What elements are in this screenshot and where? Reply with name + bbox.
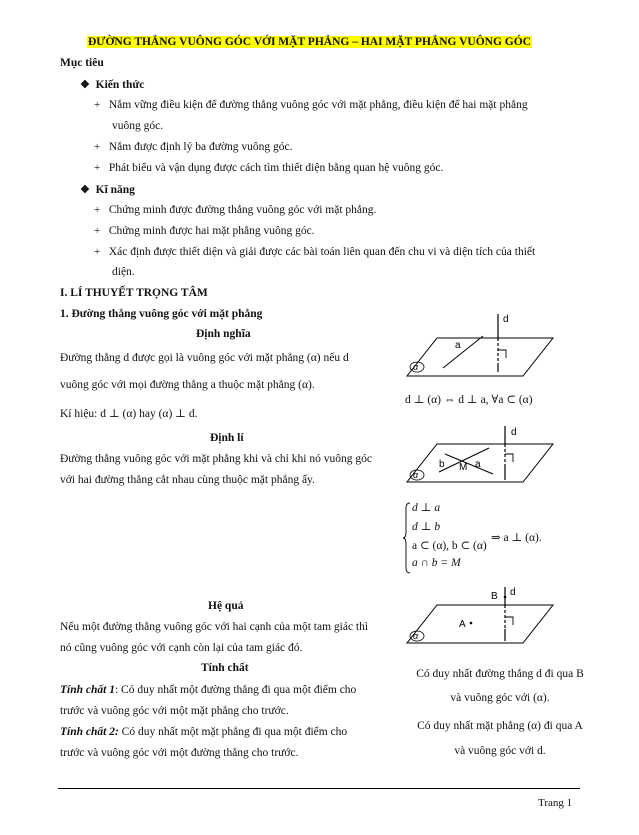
- plane-parallelogram: [407, 605, 553, 643]
- condition-4: a ∩ b = M: [412, 557, 461, 569]
- plus-bullet-icon: +: [94, 246, 101, 258]
- label-a: a: [475, 459, 481, 470]
- point-A: [470, 622, 473, 625]
- condition-result: ⇒ a ⊥ (α).: [491, 532, 542, 544]
- property-2-text: Có duy nhất một mặt phẳng đi qua một điểm cho: [118, 726, 348, 738]
- skills-item: [94, 225, 315, 237]
- property-1: [60, 684, 356, 696]
- knowledge-item: [94, 162, 443, 174]
- knowledge-heading: [80, 78, 144, 91]
- label-d: d: [511, 427, 517, 438]
- section-heading: I. LÍ THUYẾT TRỌNG TÂM: [60, 287, 208, 299]
- diamond-bullet-icon: ❖: [80, 184, 90, 196]
- label-alpha: α: [413, 362, 419, 372]
- properties-heading: Tính chất: [201, 662, 249, 674]
- label-d: d: [510, 587, 516, 598]
- figure-theorem: [405, 424, 555, 488]
- page-title: ĐƯỜNG THẲNG VUÔNG GÓC VỚI MẶT PHẲNG – HAI MẶT PHẲNG VUÔNG GÓC: [88, 36, 531, 48]
- condition-2: d ⊥ b: [412, 521, 441, 533]
- skills-item-cont: diện.: [112, 266, 135, 278]
- figure-corollary: [405, 585, 555, 647]
- label-alpha: α: [413, 470, 419, 480]
- label-alpha: α: [413, 631, 419, 641]
- skills-item-text: Chứng minh được hai mặt phẳng vuông góc.: [108, 225, 315, 237]
- plus-bullet-icon: +: [94, 162, 101, 174]
- definition-line: Đường thẳng d được gọi là vuông góc với mặt phẳng (α) nếu d: [60, 352, 349, 364]
- label-d: d: [503, 314, 509, 325]
- right-angle-mark: [498, 350, 506, 358]
- label-B: B: [491, 591, 498, 602]
- theorem-heading: Định lí: [210, 432, 244, 444]
- corollary-heading: Hệ quả: [208, 600, 244, 612]
- figure-line-perpendicular-plane: [405, 310, 555, 382]
- plus-bullet-icon: +: [94, 141, 101, 153]
- footer-divider: [58, 788, 580, 789]
- plus-bullet-icon: +: [94, 204, 101, 216]
- note-2-line-2: và vuông góc với d.: [454, 745, 546, 757]
- skills-item: [94, 246, 535, 258]
- note-1-line-2: và vuông góc với (α).: [450, 692, 550, 704]
- theorem-line: Đường thẳng vuông góc với mặt phẳng khi và chỉ khi nó vuông góc: [60, 453, 372, 465]
- knowledge-item-text: Nắm được định lý ba đường vuông góc.: [108, 141, 293, 153]
- corollary-line: Nếu một đường thẳng vuông góc với hai cạnh của một tam giác thì: [60, 621, 369, 633]
- property-1-text: : Có duy nhất một đường thẳng đi qua một điểm cho: [114, 684, 357, 696]
- right-angle-mark: [505, 454, 513, 462]
- label-M: M: [459, 462, 468, 473]
- label-A: A: [459, 619, 466, 630]
- property-2-cont: trước và vuông góc với một đường thẳng cho trước.: [60, 747, 299, 759]
- property-1-cont: trước và vuông góc với một mặt phẳng cho trước.: [60, 705, 289, 717]
- knowledge-item-cont: vuông góc.: [112, 120, 164, 132]
- plane-parallelogram: [407, 338, 553, 376]
- property-2-label: Tính chất 2:: [60, 726, 119, 738]
- brace-icon: [403, 502, 411, 574]
- plus-bullet-icon: +: [94, 99, 101, 111]
- skills-item-text: Chứng minh được đường thẳng vuông góc với mặt phẳng.: [108, 204, 377, 216]
- subsection-heading: 1. Đường thẳng vuông góc với mặt phẳng: [60, 308, 263, 320]
- skills-heading-text: Kĩ năng: [95, 184, 135, 196]
- figure-1-caption: d ⊥ (α) ⇔ d ⊥ a, ∀a ⊂ (α): [405, 394, 533, 406]
- notation-line: Kí hiệu: d ⊥ (α) hay (α) ⊥ d.: [60, 408, 198, 420]
- note-1-line-1: Có duy nhất đường thẳng d đi qua B: [416, 668, 584, 680]
- label-a: a: [455, 340, 461, 351]
- knowledge-item-text: Nắm vững điều kiện để đường thẳng vuông góc với mặt phẳng, điều kiện để hai mặt phẳng: [108, 99, 528, 111]
- corollary-line: nó cũng vuông góc với cạnh còn lại của tam giác đó.: [60, 642, 303, 654]
- skills-item: [94, 204, 376, 216]
- point-B: [504, 596, 507, 599]
- knowledge-item-text: Phát biểu và vận dụng được cách tìm thiết diện bằng quan hệ vuông góc.: [108, 162, 444, 174]
- condition-1: d ⊥ a: [412, 502, 441, 514]
- diamond-bullet-icon: ❖: [80, 79, 90, 91]
- line-a: [445, 454, 493, 474]
- knowledge-item: [94, 99, 528, 111]
- property-2: [60, 726, 347, 738]
- line-a: [443, 336, 483, 368]
- objectives-heading: Mục tiêu: [60, 57, 104, 69]
- plus-bullet-icon: +: [94, 225, 101, 237]
- definition-line: vuông góc với mọi đường thẳng a thuộc mặt phẳng (α).: [60, 379, 315, 391]
- note-2-line-1: Có duy nhất mặt phẳng (α) đi qua A: [417, 720, 583, 732]
- definition-heading: Định nghĩa: [196, 328, 251, 340]
- skills-heading: [80, 183, 135, 196]
- skills-item-text: Xác định được thiết diện và giải được các bài toán liên quan đến chu vi và diện tích của thiết: [108, 246, 536, 258]
- knowledge-item: [94, 141, 293, 153]
- right-angle-mark: [505, 617, 513, 625]
- page-number: Trang 1: [538, 797, 573, 809]
- property-1-label: Tính chất 1: [60, 684, 115, 696]
- label-b: b: [439, 459, 445, 470]
- theorem-line: với hai đường thẳng cắt nhau cùng thuộc mặt phẳng ấy.: [60, 474, 315, 486]
- condition-3: a ⊂ (α), b ⊂ (α): [412, 540, 487, 552]
- knowledge-heading-text: Kiến thức: [95, 79, 145, 91]
